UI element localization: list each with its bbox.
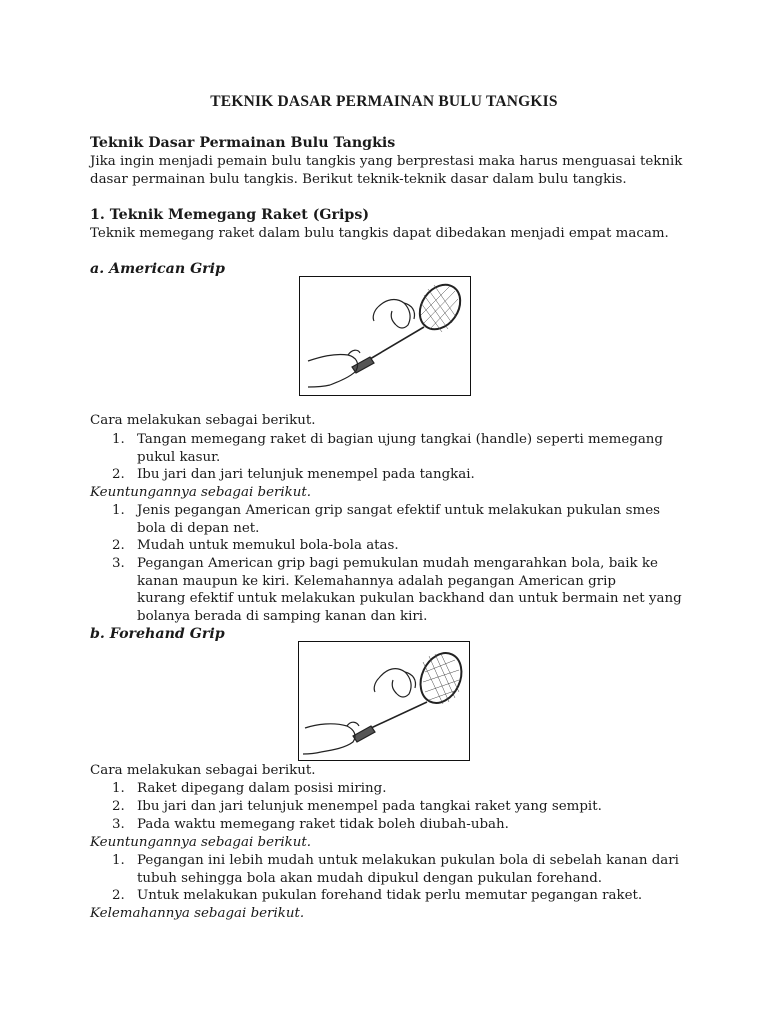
forehand-grip-heading: b. Forehand Grip bbox=[90, 626, 225, 642]
american-grip-illustration bbox=[299, 276, 471, 396]
list-number: 1. bbox=[112, 432, 125, 447]
section1-heading: 1. Teknik Memegang Raket (Grips) bbox=[90, 207, 370, 223]
list-text bbox=[137, 431, 697, 466]
list-number: 1. bbox=[112, 503, 125, 518]
forehand-weakness-heading: Kelemahannya sebagai berikut. bbox=[90, 906, 305, 921]
list-number: 2. bbox=[112, 467, 125, 482]
list-number: 3. bbox=[112, 817, 125, 832]
line: bolanya berada di samping kanan dan kiri. bbox=[137, 608, 428, 624]
american-howto: Cara melakukan sebagai berikut. bbox=[90, 413, 316, 428]
line: tubuh sehingga bola akan mudah dipukul dengan pukulan forehand. bbox=[137, 870, 603, 886]
list-text: Ibu jari dan jari telunjuk menempel pada tangkai. bbox=[137, 467, 475, 482]
intro-heading: Teknik Dasar Permainan Bulu Tangkis bbox=[90, 135, 396, 151]
racket-hand-drawing bbox=[300, 277, 470, 395]
forehand-benefit-heading: Keuntungannya sebagai berikut. bbox=[90, 835, 312, 850]
list-text: Raket dipegang dalam posisi miring. bbox=[137, 781, 387, 796]
list-text bbox=[137, 852, 697, 887]
list-text bbox=[137, 502, 697, 537]
racket-hand-drawing bbox=[299, 642, 469, 760]
page-title: TEKNIK DASAR PERMAINAN BULU TANGKIS bbox=[210, 93, 558, 110]
list-number: 2. bbox=[112, 799, 125, 814]
list-number: 2. bbox=[112, 888, 125, 903]
american-grip-heading: a. American Grip bbox=[90, 261, 225, 277]
list-text: Untuk melakukan pukulan forehand tidak perlu memutar pegangan raket. bbox=[137, 888, 643, 903]
line: pukul kasur. bbox=[137, 449, 221, 465]
line: bola di depan net. bbox=[137, 520, 260, 536]
list-text: Mudah untuk memukul bola-bola atas. bbox=[137, 538, 399, 553]
line: kanan maupun ke kiri. Kelemahannya adalah pegangan American grip bbox=[137, 573, 616, 589]
line: Jenis pegangan American grip sangat efektif untuk melakukan pukulan smes bbox=[137, 503, 661, 518]
line: Tangan memegang raket di bagian ujung tangkai (handle) seperti memegang bbox=[137, 432, 664, 447]
forehand-grip-illustration bbox=[298, 641, 470, 761]
forehand-howto: Cara melakukan sebagai berikut. bbox=[90, 763, 316, 778]
intro-line-1: Jika ingin menjadi pemain bulu tangkis yang berprestasi maka harus menguasai teknik bbox=[90, 154, 683, 169]
list-number: 3. bbox=[112, 556, 125, 571]
list-text bbox=[137, 555, 697, 625]
list-number: 1. bbox=[112, 853, 125, 868]
section1-text: Teknik memegang raket dalam bulu tangkis dapat dibedakan menjadi empat macam. bbox=[90, 226, 669, 241]
intro-line-2: dasar permainan bulu tangkis. Berikut teknik-teknik dasar dalam bulu tangkis. bbox=[90, 172, 627, 187]
american-benefit-heading: Keuntungannya sebagai berikut. bbox=[90, 485, 312, 500]
line: kurang efektif untuk melakukan pukulan backhand dan untuk bermain net yang bbox=[137, 591, 682, 606]
list-number: 2. bbox=[112, 538, 125, 553]
list-text: Pada waktu memegang raket tidak boleh diubah-ubah. bbox=[137, 817, 509, 832]
list-number: 1. bbox=[112, 781, 125, 796]
list-text: Ibu jari dan jari telunjuk menempel pada tangkai raket yang sempit. bbox=[137, 799, 602, 814]
line: Pegangan ini lebih mudah untuk melakukan pukulan bola di sebelah kanan dari bbox=[137, 853, 679, 868]
line: Pegangan American grip bagi pemukulan mudah mengarahkan bola, baik ke bbox=[137, 556, 658, 571]
